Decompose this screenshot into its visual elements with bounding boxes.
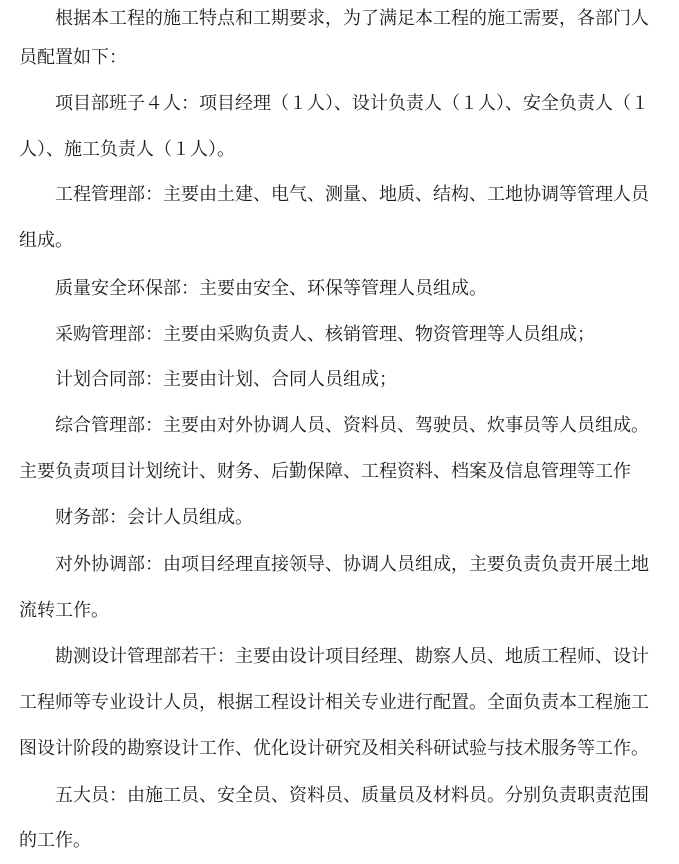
paragraph-line: 计划合同部：主要由计划、合同人员组成； bbox=[55, 369, 397, 390]
paragraph-line: 根据本工程的施工特点和工期要求，为了满足本工程的施工需要，各部门人 bbox=[55, 8, 649, 29]
paragraph-line: 员配置如下： bbox=[19, 47, 127, 68]
paragraph-line: 综合管理部：主要由对外协调人员、资料员、驾驶员、炊事员等人员组成。 bbox=[55, 415, 649, 436]
paragraph-line: 主要负责项目计划统计、财务、后勤保障、工程资料、档案及信息管理等工作 bbox=[19, 461, 631, 482]
paragraph-line: 对外协调部：由项目经理直接领导、协调人员组成，主要负责负责开展土地 bbox=[55, 554, 649, 575]
paragraph-line: 财务部：会计人员组成。 bbox=[55, 507, 253, 528]
paragraph-line: 图设计阶段的勘察设计工作、优化设计研究及相关科研试验与技术服务等工作。 bbox=[19, 738, 649, 759]
paragraph-line: 组成。 bbox=[19, 230, 73, 251]
paragraph-line: 勘测设计管理部若干：主要由设计项目经理、勘察人员、地质工程师、设计 bbox=[55, 646, 649, 667]
paragraph-line: 流转工作。 bbox=[19, 600, 109, 621]
paragraph-line: 的工作。 bbox=[19, 830, 91, 851]
paragraph-line: 采购管理部：主要由采购负责人、核销管理、物资管理等人员组成； bbox=[55, 324, 595, 345]
paragraph-line: 工程管理部：主要由土建、电气、测量、地质、结构、工地协调等管理人员 bbox=[55, 184, 649, 205]
paragraph-line: 五大员：由施工员、安全员、资料员、质量员及材料员。分别负责职责范围 bbox=[55, 785, 649, 806]
paragraph-line: 项目部班子４人：项目经理（１人）、设计负责人（１人）、安全负责人（１ bbox=[55, 93, 649, 114]
paragraph-line: 人）、施工负责人（１人）。 bbox=[19, 139, 235, 160]
paragraph-line: 工程师等专业设计人员，根据工程设计相关专业进行配置。全面负责本工程施工 bbox=[19, 692, 649, 713]
paragraph-line: 质量安全环保部：主要由安全、环保等管理人员组成。 bbox=[55, 278, 487, 299]
